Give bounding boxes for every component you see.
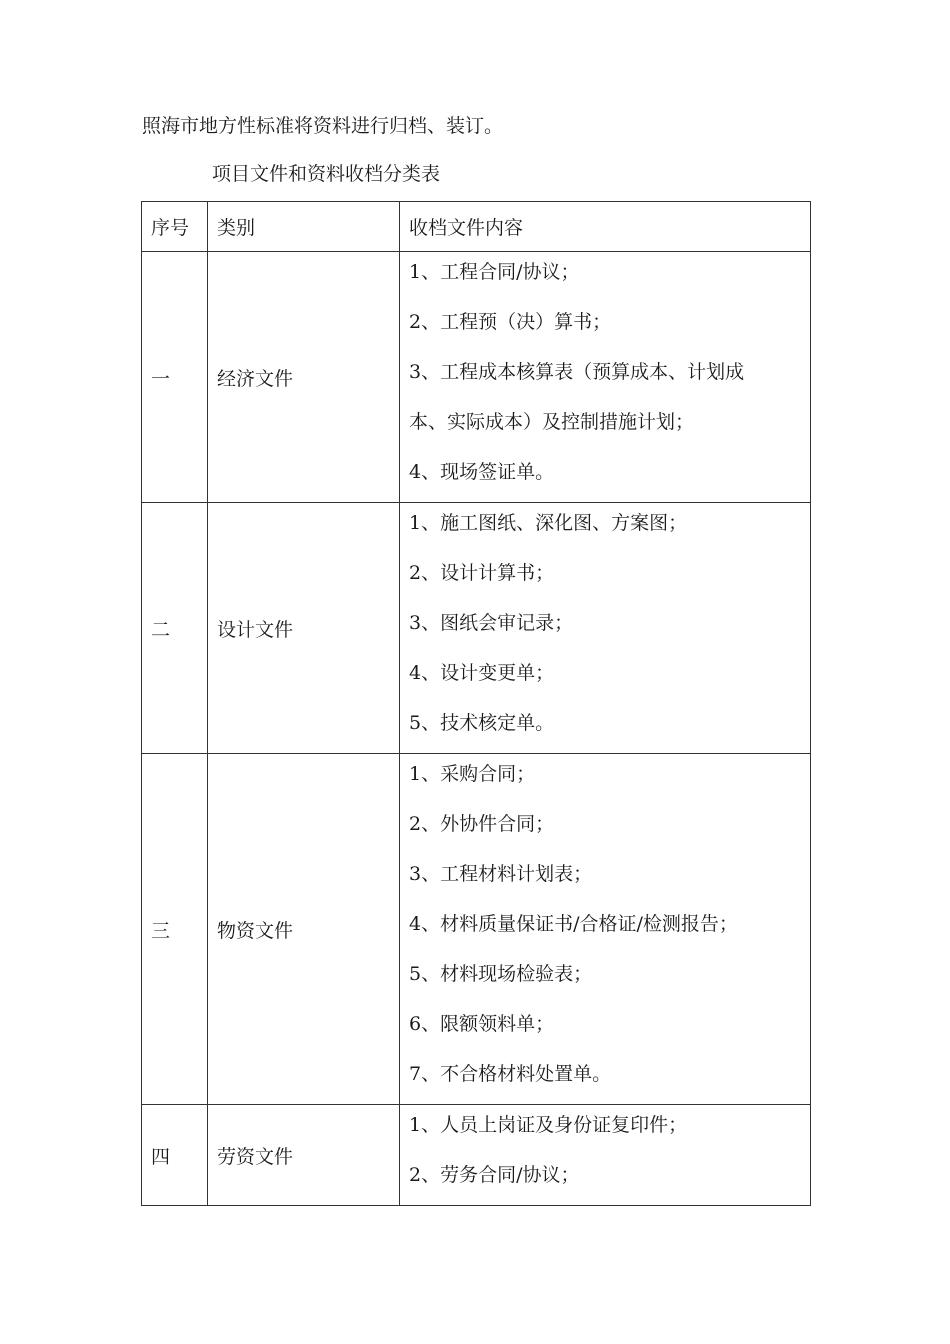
content-item: 1、施工图纸、深化图、方案图； [409,512,688,534]
row-category: 经济文件 [208,252,400,503]
content-item: 1、采购合同； [409,763,536,785]
content-item: 7、不合格材料处置单。 [409,1063,612,1085]
row-category: 设计文件 [208,503,400,754]
content-item: 4、设计变更单； [409,662,555,684]
row-category: 劳资文件 [208,1105,400,1206]
row-contents [400,252,811,503]
table-row [142,1105,811,1206]
content-item: 6、限额领料单； [409,1013,555,1035]
content-item: 4、材料质量保证书/合格证/检测报告； [409,913,738,935]
header-content: 收档文件内容 [400,202,811,252]
content-item: 本、实际成本）及控制措施计划； [409,411,695,433]
table-row [142,252,811,503]
content-item: 3、工程材料计划表； [409,863,593,885]
header-category: 类别 [208,202,400,252]
table-row [142,503,811,754]
row-number: 一 [142,252,208,503]
table-row [142,754,811,1105]
row-number: 二 [142,503,208,754]
content-item: 3、工程成本核算表（预算成本、计划成 [409,361,745,383]
content-item: 2、设计计算书； [409,562,555,584]
content-item: 2、劳务合同/协议； [409,1164,580,1186]
row-contents [400,503,811,754]
content-item: 1、人员上岗证及身份证复印件； [409,1114,688,1136]
row-number: 三 [142,754,208,1105]
content-item: 2、外协件合同； [409,813,555,835]
archive-classification-table [141,201,811,1206]
row-contents [400,1105,811,1206]
row-number: 四 [142,1105,208,1206]
intro-paragraph: 照海市地方性标准将资料进行归档、装订。 [142,115,504,137]
content-item: 1、工程合同/协议； [409,261,580,283]
content-item: 4、现场签证单。 [409,461,555,483]
content-item: 2、工程预（决）算书； [409,311,612,333]
content-item: 5、材料现场检验表； [409,963,593,985]
row-contents [400,754,811,1105]
content-item: 5、技术核定单。 [409,712,555,734]
row-category: 物资文件 [208,754,400,1105]
content-item: 3、图纸会审记录； [409,612,574,634]
header-number: 序号 [142,202,208,252]
table-header-row [142,202,811,252]
table-caption: 项目文件和资料收档分类表 [212,163,441,185]
